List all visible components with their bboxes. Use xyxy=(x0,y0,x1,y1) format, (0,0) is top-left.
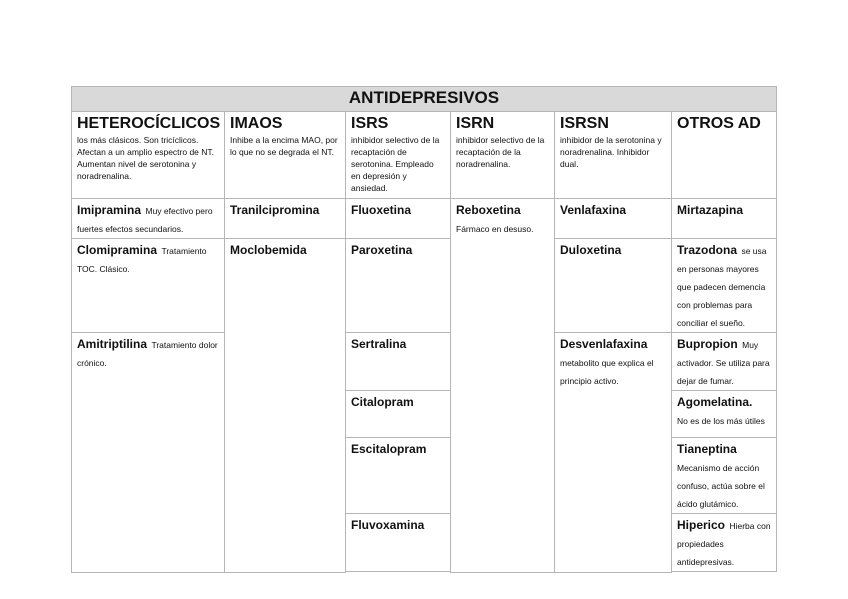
header-desc: inhibidor selectivo de la recaptación de la noradrenalina. xyxy=(456,135,545,169)
drug-cell xyxy=(346,438,451,514)
drug-name: Tranilcipromina xyxy=(230,203,320,217)
drug-name: Citalopram xyxy=(351,395,414,409)
drug-cell xyxy=(225,199,346,239)
header-name: OTROS AD xyxy=(677,115,761,132)
drug-note: metabolito que explica el principio activo. xyxy=(560,358,654,386)
drug-name: Fluvoxamina xyxy=(351,518,425,532)
drug-cell xyxy=(555,199,672,239)
drug-name: Venlafaxina xyxy=(560,203,627,217)
header-desc: los más clásicos. Son tricíclicos. Afectan a un amplio espectro de NT. Aumentan nivel de serotonina y noradrenalina. xyxy=(77,135,215,181)
drug-note: se usa en personas mayores que padecen demencia con problemas para conciliar el sueño. xyxy=(677,246,767,328)
drug-note: Tratamiento TOC. Clásico. xyxy=(77,246,207,274)
antidepressants-table xyxy=(71,86,777,573)
header-name: ISRSN xyxy=(560,115,609,132)
drug-name: Escitalopram xyxy=(351,442,427,456)
drug-name: Agomelatina. xyxy=(677,395,753,409)
drug-cell xyxy=(672,199,777,239)
header-heterociclicos xyxy=(72,112,225,199)
drug-cell xyxy=(72,333,225,573)
header-isrn xyxy=(451,112,555,199)
header-otros xyxy=(672,112,777,199)
drug-name: Mirtazapina xyxy=(677,203,744,217)
drug-name: Paroxetina xyxy=(351,243,413,257)
drug-name: Imipramina xyxy=(77,203,142,217)
header-imaos xyxy=(225,112,346,199)
drug-cell xyxy=(72,239,225,333)
drug-name: Moclobemida xyxy=(230,243,307,257)
drug-name: Bupropion xyxy=(677,337,738,351)
header-desc: inhibidor selectivo de la recaptación de serotonina. Empleado en depresión y ansiedad. xyxy=(351,135,440,193)
header-desc: Inhibe a la encima MAO, por lo que no se degrada el NT. xyxy=(230,135,338,157)
drug-note: Fármaco en desuso. xyxy=(456,224,534,234)
drug-cell xyxy=(672,333,777,391)
drug-cell xyxy=(346,239,451,333)
drug-cell xyxy=(346,333,451,391)
drug-cell xyxy=(346,391,451,438)
drug-name: Duloxetina xyxy=(560,243,622,257)
drug-note: Muy efectivo pero fuertes efectos secundarios. xyxy=(77,206,213,234)
header-name: HETEROCÍCLICOS xyxy=(77,115,221,132)
table-title: ANTIDEPRESIVOS xyxy=(72,87,777,112)
drug-cell xyxy=(672,239,777,333)
header-isrs xyxy=(346,112,451,199)
header-isrsn xyxy=(555,112,672,199)
drug-name: Tianeptina xyxy=(677,442,737,456)
drug-note: No es de los más útiles xyxy=(677,416,765,426)
drug-cell xyxy=(672,438,777,514)
drug-note: Tratamiento dolor crónico. xyxy=(77,340,218,368)
drug-note: Mecanismo de acción confuso, actúa sobre el ácido glutámico. xyxy=(677,463,765,509)
drug-cell xyxy=(72,199,225,239)
drug-cell xyxy=(555,333,672,573)
drug-name: Hiperico xyxy=(677,518,726,532)
drug-name: Fluoxetina xyxy=(351,203,412,217)
drug-name: Clomipramina xyxy=(77,243,158,257)
drug-name: Amitriptilina xyxy=(77,337,148,351)
drug-cell xyxy=(555,239,672,333)
drug-note: Muy activador. Se utiliza para dejar de fumar. xyxy=(677,340,770,386)
drug-cell xyxy=(451,199,555,573)
drug-note: Hierba con propiedades antidepresivas. xyxy=(677,521,771,567)
header-name: IMAOS xyxy=(230,115,283,132)
header-desc: inhibidor de la serotonina y noradrenalina. Inhibidor dual. xyxy=(560,135,662,169)
drug-name: Sertralina xyxy=(351,337,407,351)
drug-cell xyxy=(672,391,777,438)
header-name: ISRN xyxy=(456,115,495,132)
drug-name: Reboxetina xyxy=(456,203,521,217)
drug-cell xyxy=(346,199,451,239)
drug-name: Trazodona xyxy=(677,243,738,257)
drug-cell xyxy=(346,514,451,572)
drug-cell xyxy=(225,239,346,573)
drug-name: Desvenlafaxina xyxy=(560,337,648,351)
header-name: ISRS xyxy=(351,115,389,132)
drug-cell xyxy=(672,514,777,572)
